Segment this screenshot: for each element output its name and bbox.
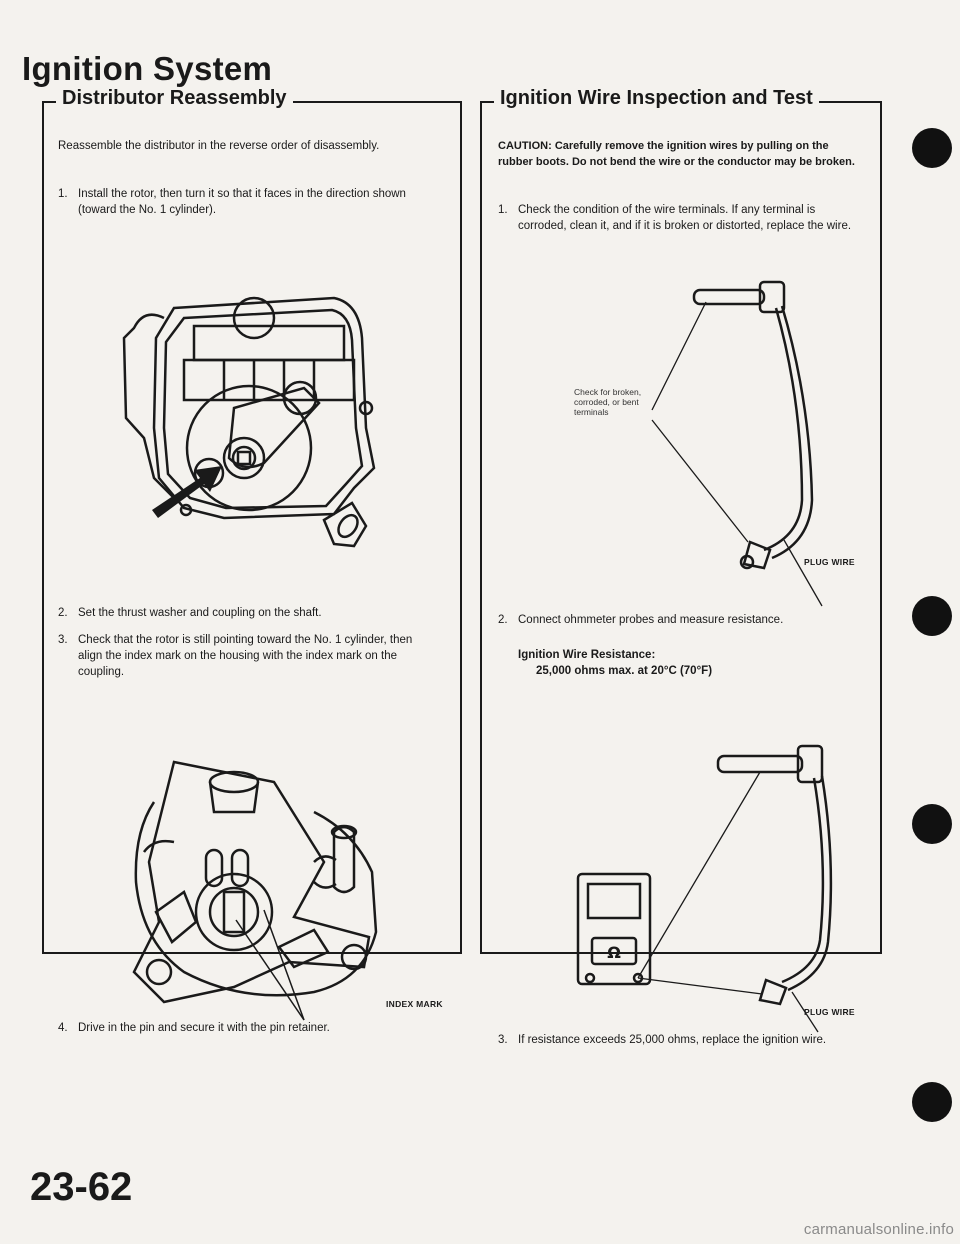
section-header: [480, 88, 882, 116]
index-mark-caption: INDEX MARK: [386, 999, 443, 1009]
step-text: Check that the rotor is still pointing toward the No. 1 cylinder, then align the index mark on the housing with the index mark on the coupling.: [78, 634, 413, 678]
ohmmeter-test-figure: [578, 742, 858, 1002]
step-2: [58, 605, 438, 621]
step-number: 1.: [58, 188, 68, 200]
index-mark-figure: [114, 742, 394, 1042]
step-number: 3.: [498, 1034, 508, 1046]
terminal-check-note: Check for broken, corroded, or bent terminals: [574, 387, 642, 417]
page-number: 23-62: [30, 1165, 133, 1209]
step-1: [498, 202, 864, 234]
intro-paragraph: [58, 138, 438, 154]
section-tab-marker: [912, 804, 952, 844]
plug-wire-caption-1: PLUG WIRE: [804, 557, 855, 567]
spec-value: 25,000 ohms max. at 20°C (70°F): [536, 665, 713, 677]
section-tab-marker: [912, 1082, 952, 1122]
step-3: [58, 632, 438, 680]
step-text: Check the condition of the wire terminals. If any terminal is corroded, clean it, and if it is broken or distorted, replace the wire.: [518, 204, 852, 232]
section-heading: Distributor Reassembly: [56, 87, 293, 110]
step-number: 2.: [58, 607, 68, 619]
distributor-rotor-figure: [104, 278, 394, 568]
section-heading: Ignition Wire Inspection and Test: [494, 87, 819, 110]
section-tab-marker: [912, 128, 952, 168]
step-number: 1.: [498, 204, 508, 216]
step-3: [498, 1032, 864, 1048]
plug-wire-figure: [652, 280, 862, 570]
page-title: Ignition System: [22, 50, 273, 87]
watermark: carmanualsonline.info: [803, 1221, 954, 1238]
distributor-reassembly-section: [42, 87, 462, 1034]
step-text: If resistance exceeds 25,000 ohms, replace the ignition wire.: [518, 1034, 827, 1046]
resistance-spec: [518, 647, 858, 679]
intro-text: Reassemble the distributor in the reverse order of disassembly.: [58, 140, 380, 152]
spec-label: Ignition Wire Resistance:: [518, 649, 656, 661]
section-header: [42, 88, 462, 116]
step-number: 2.: [498, 614, 508, 626]
ignition-wire-section: [480, 87, 882, 1046]
step-4: [58, 1020, 448, 1036]
plug-wire-caption-2: PLUG WIRE: [804, 1007, 855, 1017]
step-text: Set the thrust washer and coupling on the shaft.: [78, 607, 322, 619]
ohm-symbol: Ω: [607, 943, 621, 962]
step-number: 3.: [58, 634, 68, 646]
step-2: [498, 612, 864, 628]
step-text: Install the rotor, then turn it so that it faces in the direction shown (toward the No. 1 cylinder).: [78, 188, 406, 216]
step-text: Drive in the pin and secure it with the pin retainer.: [78, 1022, 330, 1034]
step-1: [58, 186, 438, 218]
step-text: Connect ohmmeter probes and measure resistance.: [518, 614, 784, 626]
caution-paragraph: CAUTION: Carefully remove the ignition wires by pulling on the rubber boots. Do not bend the wire or the conductor may be broken.: [498, 140, 855, 168]
section-tab-marker: [912, 596, 952, 636]
step-number: 4.: [58, 1022, 68, 1034]
